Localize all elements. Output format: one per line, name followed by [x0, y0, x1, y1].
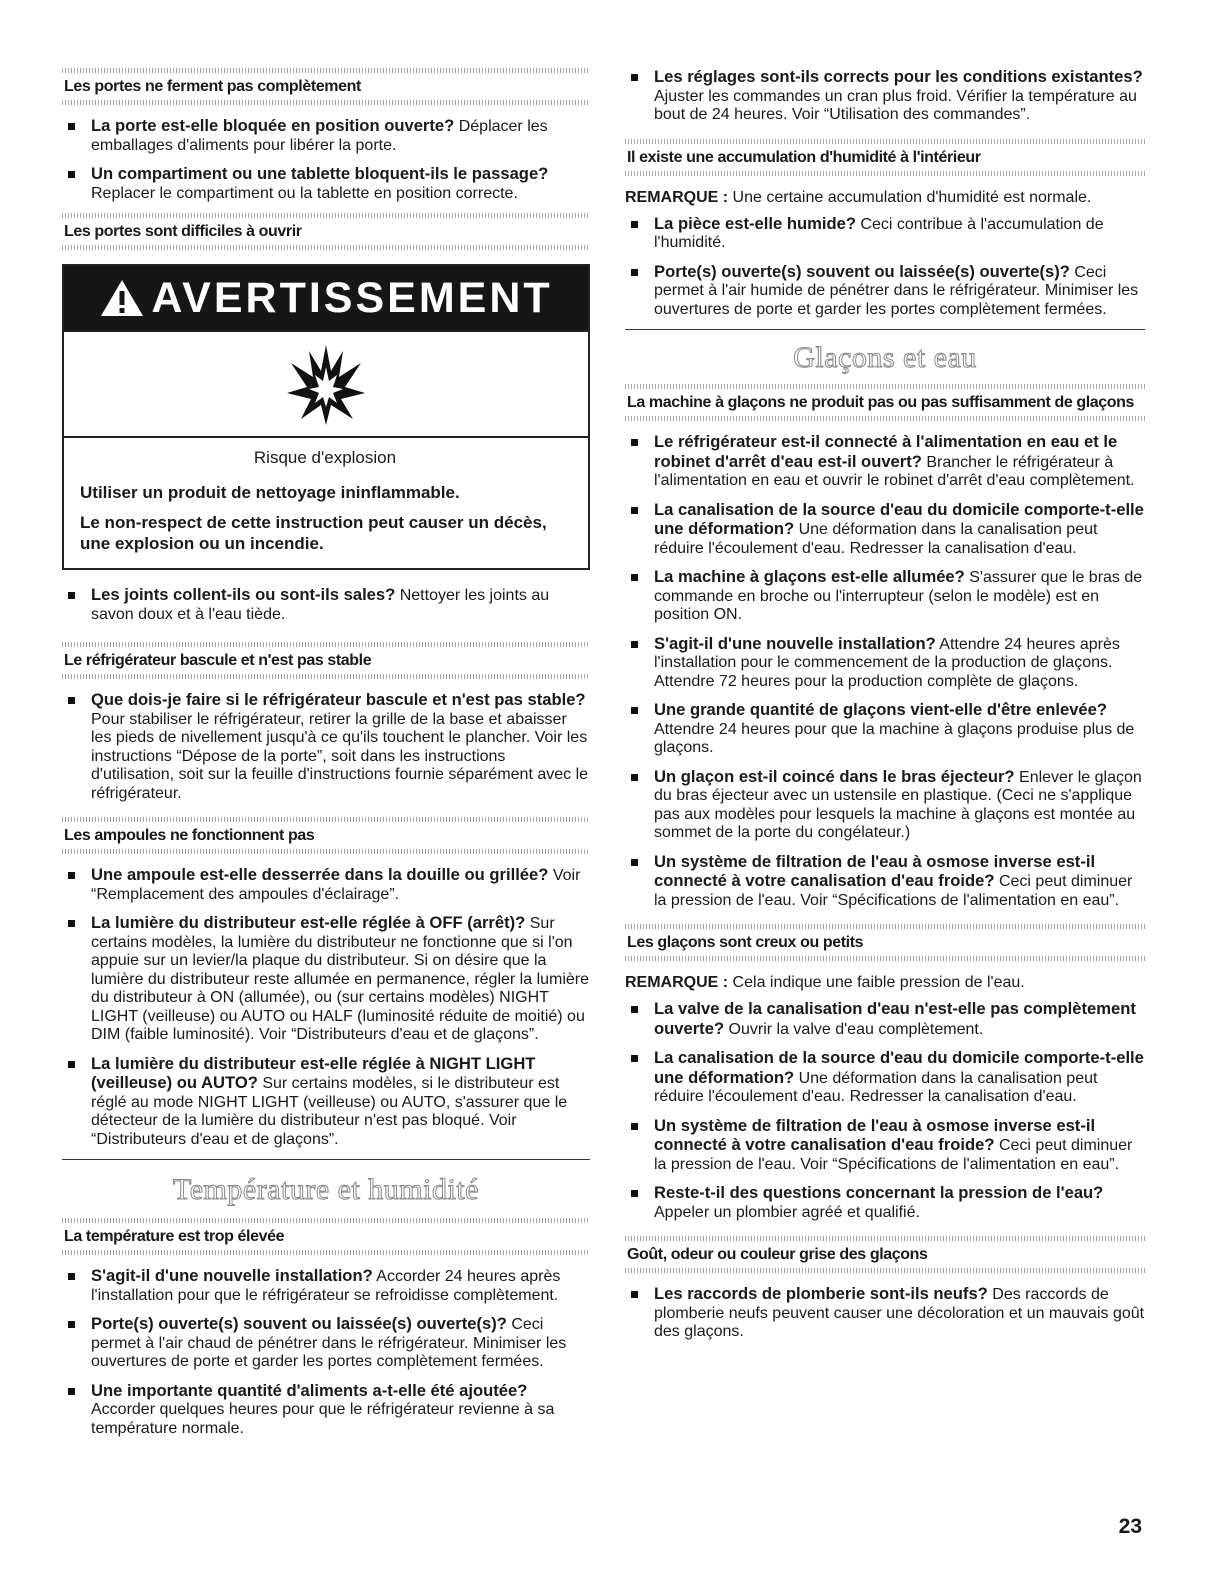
warning-triangle-icon	[99, 278, 145, 318]
bullet-icon	[68, 1061, 75, 1068]
bullet-icon	[68, 171, 75, 178]
list-item: La lumière du distributeur est-elle réglée à NIGHT LIGHT (veilleuse) ou AUTO? Sur certains modèles, si le distributeur est réglé au mode NIGHT LIGHT (veilleuse) ou AUTO, s'assurer que le détecteur de la lumière du distributeur n'est pas bloqué. Voir “Distributeurs d'eau et de glaçons”.	[62, 1055, 590, 1150]
list-item: Une importante quantité d'aliments a-t-elle été ajoutée? Accorder quelques heures pour que le réfrigérateur revienne à sa température normale.	[62, 1382, 590, 1439]
bullet-icon	[631, 1190, 638, 1197]
list-item: Un système de filtration de l'eau à osmose inverse est-il connecté à votre canalisation d'eau froide? Ceci peut diminuer la pression de l'eau. Voir “Spécifications de l'alimentation en eau”.	[625, 1117, 1145, 1175]
list-item: S'agit-il d'une nouvelle installation? Accorder 24 heures après l'installation pour que le réfrigérateur se refroidisse complètement.	[62, 1267, 590, 1305]
list-item: Une grande quantité de glaçons vient-elle d'être enlevée? Attendre 24 heures pour que la machine à glaçons produise plus de glaçons.	[625, 701, 1145, 758]
bullet-icon	[68, 123, 75, 130]
list-item: Un glaçon est-il coincé dans le bras éjecteur? Enlever le glaçon du bras éjecteur avec un ustensile en plastique. (Ceci ne s'applique pas aux modèles pour lesquels la machine à glaçons est montée au sommet de la porte du congélateur.)	[625, 768, 1145, 843]
explosion-icon	[285, 341, 367, 427]
list-item: Une ampoule est-elle desserrée dans la douille ou grillée? Voir “Remplacement des ampoules d'éclairage”.	[62, 866, 590, 904]
list-item: Les réglages sont-ils corrects pour les conditions existantes? Ajuster les commandes un cran plus froid. Vérifier la température au bout de 24 heures. Voir “Utilisation des commandes”.	[625, 68, 1145, 125]
section-heading	[625, 1236, 1145, 1273]
bullet-icon	[631, 1006, 638, 1013]
category-heading: Température et humidité	[173, 1173, 479, 1206]
section-heading	[625, 384, 1145, 421]
right-column	[625, 68, 1145, 1352]
section-heading	[62, 213, 590, 250]
bullet-icon	[631, 74, 638, 81]
section-heading	[62, 642, 590, 679]
section-title: Les glaçons sont creux ou petits	[627, 934, 864, 951]
bullet-icon	[631, 574, 638, 581]
section-heading	[62, 68, 590, 105]
list-item: Un système de filtration de l'eau à osmose inverse est-il connecté à votre canalisation d'eau froide? Ceci peut diminuer la pression de l'eau. Voir “Spécifications de l'alimentation en eau”.	[625, 853, 1145, 911]
list-item: La lumière du distributeur est-elle réglée à OFF (arrêt)? Sur certains modèles, la lumière du distributeur ne fonctionne que si l'on appuie sur un levier/la plaque du distributeur. Si on désire que la lumière du distributeur reste allumée en permanence, régler la lumière du distributeur à ON (allumée), ou (sur certains modèles) NIGHT LIGHT (veilleuse) ou AUTO ou HALF (luminosité réduite de moitié) ou DIM (faible luminosité). Voir “Distributeurs d'eau et de glaçons”.	[62, 914, 590, 1045]
section-title: Les portes ne ferment pas complètement	[64, 78, 361, 95]
bullet-icon	[631, 859, 638, 866]
section-title: La machine à glaçons ne produit pas ou pas suffisamment de glaçons	[627, 394, 1135, 411]
section-title: Le réfrigérateur bascule et n'est pas stable	[64, 652, 372, 669]
list-item: La valve de la canalisation d'eau n'est-elle pas complètement ouverte? Ouvrir la valve d'eau complètement.	[625, 1000, 1145, 1039]
bullet-icon	[68, 1321, 75, 1328]
warning-line: Utiliser un produit de nettoyage ininflammable.	[80, 482, 460, 502]
note: REMARQUE : Cela indique une faible pression de l'eau.	[625, 974, 1025, 991]
bullet-icon	[631, 641, 638, 648]
divider	[62, 1159, 590, 1160]
bullet-icon	[631, 507, 638, 514]
bullet-icon	[68, 872, 75, 879]
left-column	[62, 68, 590, 1448]
bullet-icon	[631, 774, 638, 781]
bullet-icon	[68, 1273, 75, 1280]
list-item: Un compartiment ou une tablette bloquent-ils le passage? Replacer le compartiment ou la tablette en position correcte.	[62, 165, 590, 203]
section-heading	[625, 924, 1145, 961]
section-heading	[62, 1218, 590, 1255]
bullet-icon	[631, 269, 638, 276]
list-item: Porte(s) ouverte(s) souvent ou laissée(s) ouverte(s)? Ceci permet à l'air chaud de pénétrer dans le réfrigérateur. Minimiser les ouvertures de porte et garder les portes complètement fermées.	[62, 1315, 590, 1372]
section-heading	[62, 817, 590, 854]
section-title: Les portes sont difficiles à ouvrir	[64, 223, 302, 240]
section-heading	[625, 139, 1145, 176]
list-item: La machine à glaçons est-elle allumée? S'assurer que le bras de commande en broche ou l'interrupteur (selon le modèle) est en position ON.	[625, 568, 1145, 625]
list-item: La pièce est-elle humide? Ceci contribue à l'accumulation de l'humidité.	[625, 215, 1145, 253]
list-item: Reste-t-il des questions concernant la pression de l'eau? Appeler un plombier agréé et qualifié.	[625, 1184, 1145, 1222]
bullet-icon	[631, 707, 638, 714]
section-title: Goût, odeur ou couleur grise des glaçons	[627, 1246, 928, 1263]
bullet-icon	[631, 1055, 638, 1062]
section-title: Les ampoules ne fonctionnent pas	[64, 827, 315, 844]
bullet-icon	[631, 221, 638, 228]
bullet-icon	[68, 592, 75, 599]
section-title: Il existe une accumulation d'humidité à l'intérieur	[627, 148, 981, 166]
bullet-icon	[631, 1291, 638, 1298]
list-item: Les joints collent-ils ou sont-ils sales? Nettoyer les joints au savon doux et à l'eau tiède.	[62, 586, 590, 624]
category-heading: Glaçons et eau	[793, 341, 977, 374]
warning-box	[62, 264, 590, 570]
bullet-icon	[68, 697, 75, 704]
list-item: La porte est-elle bloquée en position ouverte? Déplacer les emballages d'aliments pour libérer la porte.	[62, 117, 590, 155]
warning-line: Le non-respect de cette instruction peut causer un décès, une explosion ou un incendie.	[80, 513, 547, 553]
divider	[625, 329, 1145, 330]
list-item: Les raccords de plomberie sont-ils neufs? Des raccords de plomberie neufs peuvent causer une décoloration et un mauvais goût des glaçons.	[625, 1285, 1145, 1342]
bullet-icon	[68, 920, 75, 927]
list-item: La canalisation de la source d'eau du domicile comporte-t-elle une déformation? Une déformation dans la canalisation peut réduire l'écoulement d'eau. Redresser la canalisation d'eau.	[625, 1049, 1145, 1107]
page-number: 23	[1118, 1515, 1142, 1538]
list-item: Que dois-je faire si le réfrigérateur bascule et n'est pas stable? Pour stabiliser le réfrigérateur, retirer la grille de la base et abaisser les pieds de nivellement jusqu'à ce qu'ils touchent le plancher. Voir les instructions “Dépose de la porte”, soit dans les instructions d'utilisation, soit sur la feuille d'instructions fournie séparément avec le réfrigérateur.	[62, 691, 590, 803]
list-item: Porte(s) ouverte(s) souvent ou laissée(s) ouverte(s)? Ceci permet à l'air humide de pénétrer dans le réfrigérateur. Minimiser les ouvertures de porte et garder les portes complètement fermées.	[625, 263, 1145, 320]
list-item: S'agit-il d'une nouvelle installation? Attendre 24 heures après l'installation pour le commencement de la production de glaçons. Attendre 72 heures pour la production complète de glaçons.	[625, 635, 1145, 692]
bullet-icon	[631, 439, 638, 446]
section-title: La température est trop élevée	[64, 1228, 285, 1245]
warning-risk: Risque d'explosion	[253, 448, 397, 467]
note: REMARQUE : Une certaine accumulation d'humidité est normale.	[625, 188, 1092, 206]
list-item: La canalisation de la source d'eau du domicile comporte-t-elle une déformation? Une déformation dans la canalisation peut réduire l'écoulement d'eau. Redresser la canalisation d'eau.	[625, 501, 1145, 559]
bullet-icon	[68, 1388, 75, 1395]
warning-header: AVERTISSEMENT	[64, 266, 588, 330]
bullet-icon	[631, 1123, 638, 1130]
list-item: Le réfrigérateur est-il connecté à l'alimentation en eau et le robinet d'arrêt d'eau est-il ouvert? Brancher le réfrigérateur à l'alimentation en eau et ouvrir le robinet d'arrêt d'eau complètement.	[625, 433, 1145, 491]
